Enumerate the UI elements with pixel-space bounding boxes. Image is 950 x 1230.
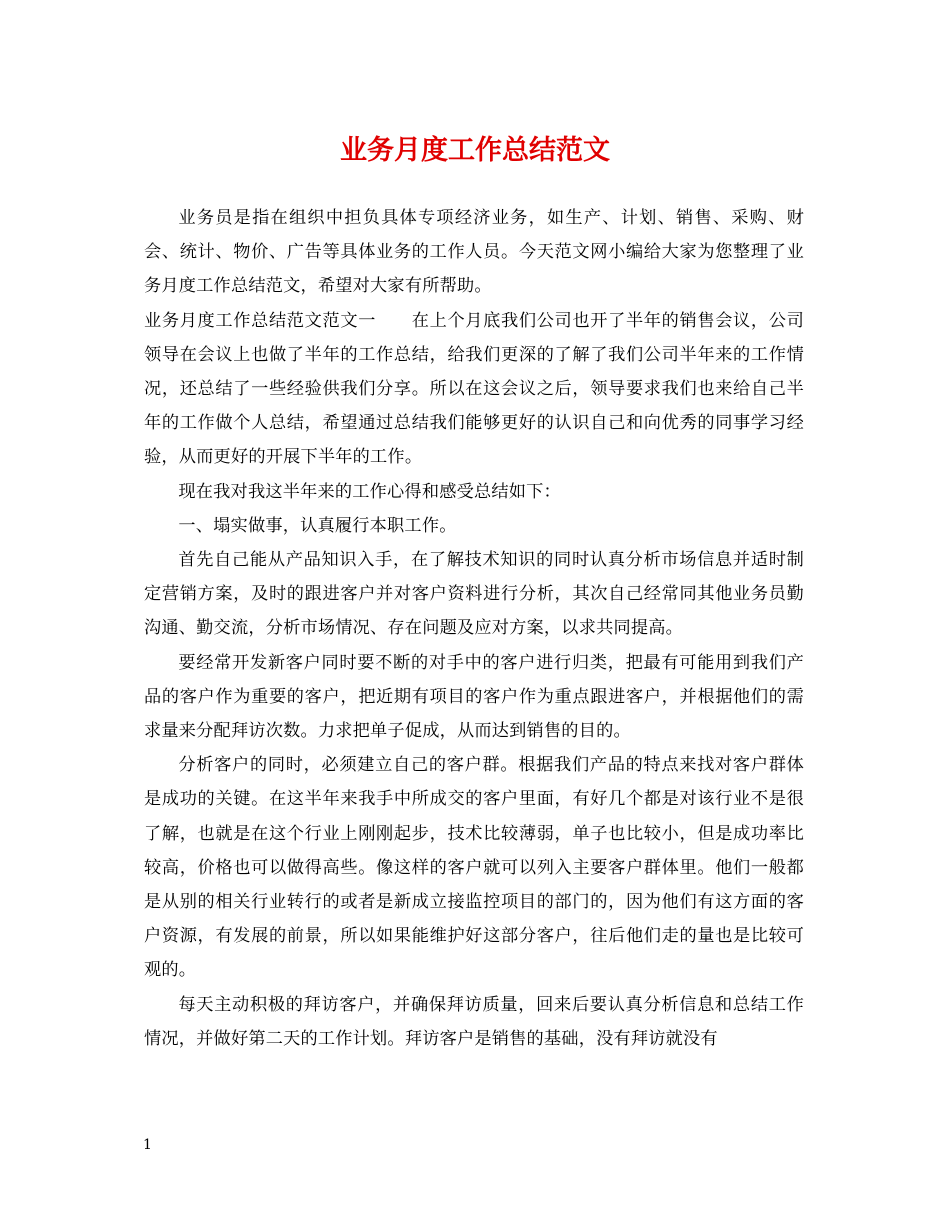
- paragraph-product-knowledge: 首先自己能从产品知识入手，在了解技术知识的同时认真分析市场信息并适时制定营销方案，及时的跟进客户并对客户资料进行分析，其次自己经常同其他业务员勤沟通、勤交流，分析市场情况、存在问题及应对方案，以求共同提高。: [144, 550, 804, 639]
- paragraph-summary-lead: 现在我对我这半年来的工作心得和感受总结如下：: [178, 481, 561, 502]
- document-body: [144, 201, 804, 1056]
- paragraph-sample-one: 业务月度工作总结范文范文一 在上个月底我们公司也开了半年的销售会议，公司领导在会议上也做了半年的工作总结，给我们更深的了解了我们公司半年来的工作情况，还总结了一些经验供我们分享。所以在这会议之后，领导要求我们也来给自己半年的工作做个人总结，希望通过总结我们能够更好的认识自己和向优秀的同事学习经验，从而更好的开展下半年的工作。: [144, 310, 804, 468]
- document-title: 业务月度工作总结范文: [340, 135, 610, 166]
- paragraph-daily-visits: 每天主动积极的拜访客户，并确保拜访质量，回来后要认真分析信息和总结工作情况，并做好第二天的工作计划。拜访客户是销售的基础，没有拜访就没有: [144, 994, 804, 1049]
- paragraph-customer-groups: 分析客户的同时，必须建立自己的客户群。根据我们产品的特点来找对客户群体是成功的关键。在这半年来我手中所成交的客户里面，有好几个都是对该行业不是很了解，也就是在这个行业上刚刚起步，技术比较薄弱，单子也比较小，但是成功率比较高，价格也可以做得高些。像这样的客户就可以列入主要客户群体里。他们一般都是从别的相关行业转行的或者是新成立接监控项目的部门的，因为他们有这方面的客户资源，有发展的前景，所以如果能维护好这部分客户，往后他们走的量也是比较可观的。: [144, 755, 804, 981]
- paragraph-intro: 业务员是指在组织中担负具体专项经济业务，如生产、计划、销售、采购、财会、统计、物价、广告等具体业务的工作人员。今天范文网小编给大家为您整理了业务月度工作总结范文，希望对大家有所帮助。: [144, 208, 804, 297]
- section-heading-one: 一、塌实做事，认真履行本职工作。: [178, 515, 457, 536]
- paragraph-new-customers: 要经常开发新客户同时要不断的对手中的客户进行归类，把最有可能用到我们产品的客户作为重要的客户，把近期有项目的客户作为重点跟进客户，并根据他们的需求量来分配拜访次数。力求把单子促成，从而达到销售的目的。: [144, 652, 804, 742]
- page-number: 1: [143, 1137, 152, 1153]
